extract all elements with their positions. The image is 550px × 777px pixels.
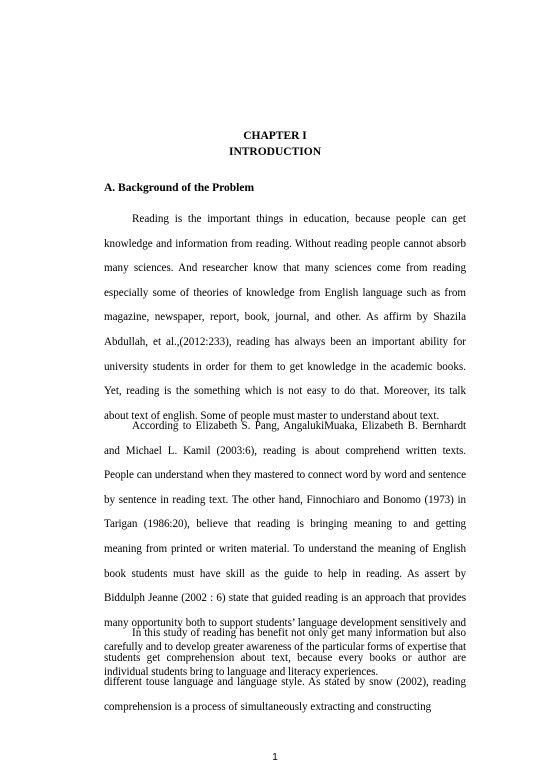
chapter-number: CHAPTER I — [243, 130, 307, 142]
page-number: 1 — [272, 752, 278, 763]
section-heading: A. Background of the Problem — [104, 182, 255, 194]
paragraph-1: Reading is the important things in education, because people can get knowledge and information from reading. Without reading people cannot absorb many sciences. And researcher know that many sciences come from reading especially some of theories of knowledge from English language such as from magazine, newspaper, report, book, journal, and other. As affirm by Shazila Abdullah, et al.,(2012:233), reading has always been an important ability for university students in order for them to get knowledge in the academic books. Yet, reading is the something which is not easy to do that. Moreover, its talk about text of english. Some of people must master to understand about text. — [104, 213, 466, 422]
paragraph-3: In this study of reading has benefit not only get many information but also students get comprehension about text, because every books or author are different touse language and language style. As stated by snow (2002), reading comprehension is a process of simultaneously extracting and constructing — [104, 627, 466, 713]
paragraph-2: According to Elizabeth S. Pang, AngalukiMuaka, Elizabeth B. Bernhardt and Michael L. Kamil (2003:6), reading is about comprehend written texts. People can understand when they mastered to connect word by word and sentence by sentence in reading text. The other hand, Finnochiaro and Bonomo (1973) in Tarigan (1986:20), believe that reading is bringing meaning to and getting meaning from printed or writen material. To understand the meaning of English book students must have skill as the guide to help in reading. As assert by Biddulph Jeanne (2002 : 6) state that guided reading is an approach that provides many opportunity both to support students’ language development sensitively and carefully and to develop greater awareness of the particular forms of expertise that individual students bring to language and literacy experiences. — [104, 420, 466, 678]
chapter-title: INTRODUCTION — [228, 146, 321, 158]
